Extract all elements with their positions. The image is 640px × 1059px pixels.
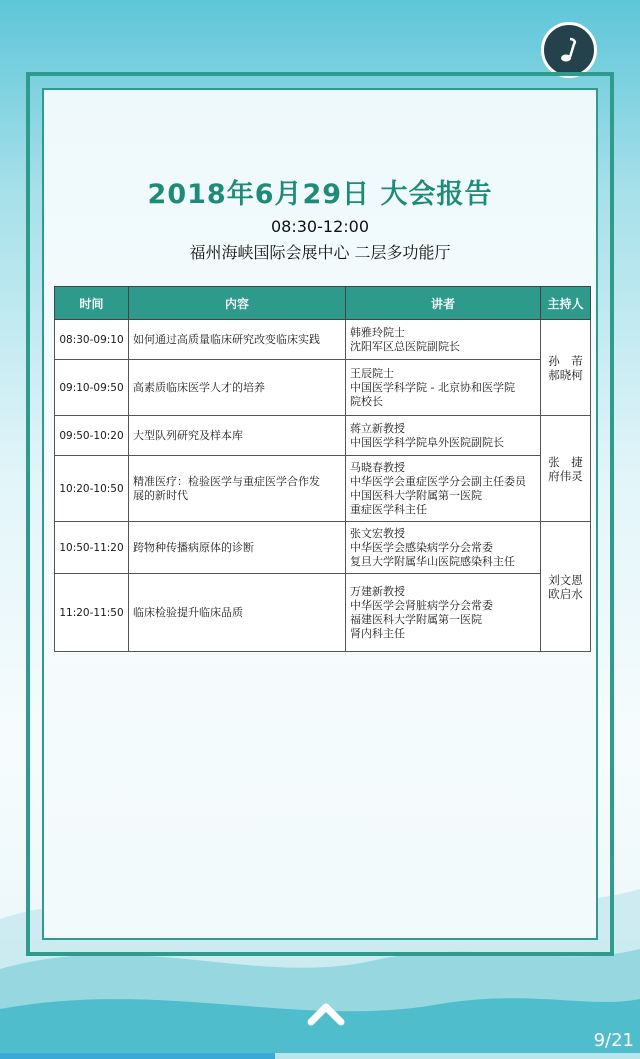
row-host: 张 捷 府伟灵 — [541, 416, 591, 522]
table-row — [55, 416, 591, 456]
column-header-time: 时间 — [55, 287, 129, 320]
music-toggle-button[interactable] — [541, 22, 597, 78]
music-note-icon — [554, 35, 584, 65]
table-row — [55, 574, 591, 652]
row-topic: 高素质临床医学人才的培养 — [129, 360, 346, 416]
row-time: 11:20-11:50 — [55, 574, 129, 652]
schedule-frame — [26, 72, 614, 956]
row-time: 10:50-11:20 — [55, 522, 129, 574]
schedule-panel — [42, 88, 598, 940]
column-header-speaker: 讲者 — [346, 287, 541, 320]
table-header-row — [55, 287, 591, 320]
row-topic: 临床检验提升临床品质 — [129, 574, 346, 652]
session-venue: 福州海峡国际会展中心 二层多功能厅 — [189, 243, 451, 262]
row-speaker: 蒋立新教授 中国医学科学院阜外医院副院长 — [346, 416, 541, 456]
table-row — [55, 360, 591, 416]
row-host: 孙 芾 郝晓柯 — [541, 320, 591, 416]
table-row — [55, 320, 591, 360]
column-header-host: 主持人 — [541, 287, 591, 320]
row-speaker: 韩雅玲院士 沈阳军区总医院副院长 — [346, 320, 541, 360]
row-topic: 大型队列研究及样本库 — [129, 416, 346, 456]
progress-track — [0, 1053, 640, 1059]
progress-fill — [0, 1053, 275, 1059]
row-speaker: 王辰院士 中国医学科学院 - 北京协和医学院 院校长 — [346, 360, 541, 416]
row-time: 09:10-09:50 — [55, 360, 129, 416]
row-time: 10:20-10:50 — [55, 456, 129, 522]
row-speaker: 万建新教授 中华医学会肾脏病学分会常委 福建医科大学附属第一医院 肾内科主任 — [346, 574, 541, 652]
row-topic: 精准医疗：检验医学与重症医学合作发 展的新时代 — [129, 456, 346, 522]
chevron-up-icon[interactable] — [306, 1000, 346, 1026]
page-indicator: 9/21 — [593, 1030, 634, 1051]
table-row — [55, 522, 591, 574]
row-topic: 如何通过高质量临床研究改变临床实践 — [129, 320, 346, 360]
row-time: 08:30-09:10 — [55, 320, 129, 360]
schedule-table — [54, 286, 591, 652]
table-row — [55, 456, 591, 522]
page-title: 2018年6月29日 大会报告 — [147, 179, 493, 210]
session-time-range: 08:30-12:00 — [271, 217, 369, 236]
row-time: 09:50-10:20 — [55, 416, 129, 456]
row-speaker: 马晓春教授 中华医学会重症医学分会副主任委员 中国医科大学附属第一医院 重症医学科主任 — [346, 456, 541, 522]
row-speaker: 张文宏教授 中华医学会感染病学分会常委 复旦大学附属华山医院感染科主任 — [346, 522, 541, 574]
row-host: 刘文恩 欧启水 — [541, 522, 591, 652]
column-header-topic: 内容 — [129, 287, 346, 320]
row-topic: 跨物种传播病原体的诊断 — [129, 522, 346, 574]
